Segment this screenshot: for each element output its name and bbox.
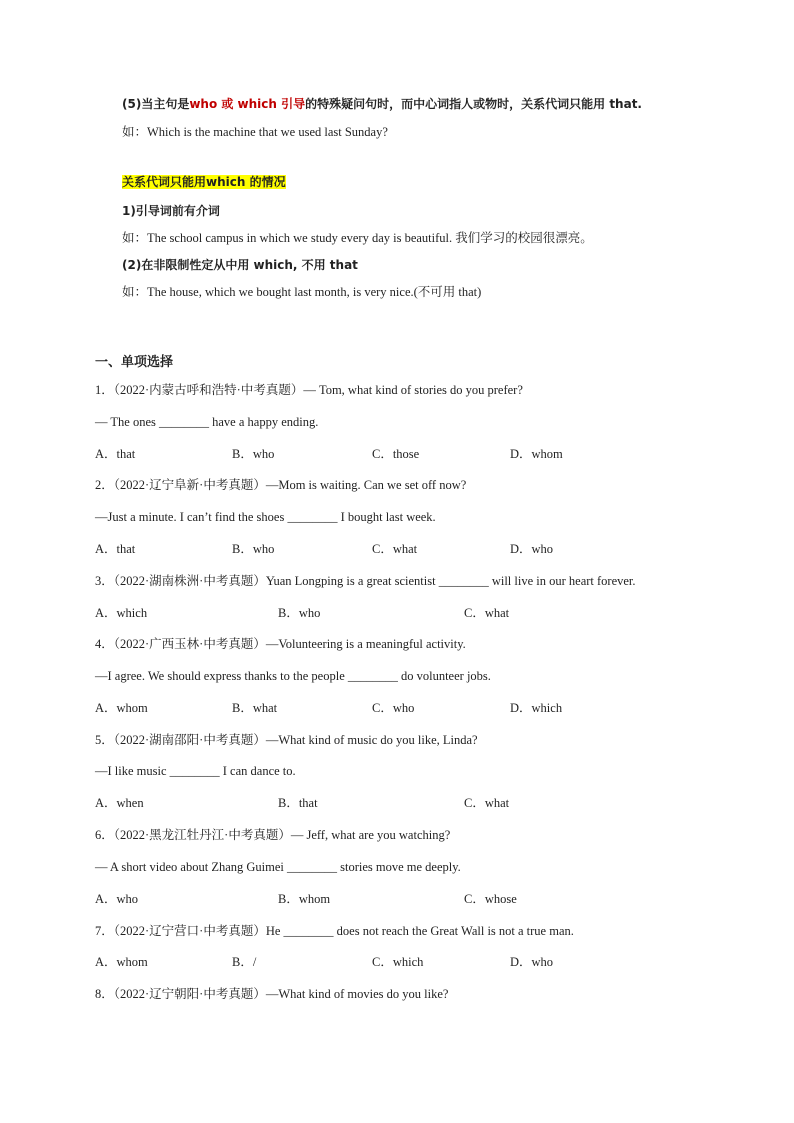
question-6-option-b[interactable]: B．whom <box>278 892 331 906</box>
question-2-option-c[interactable]: C．what <box>372 542 418 556</box>
question-7-option-d[interactable]: D．who <box>510 955 554 969</box>
question-7-option-a[interactable]: A．whom <box>95 955 148 969</box>
question-1-option-c[interactable]: C．those <box>372 447 420 461</box>
question-5-option-c[interactable]: C．what <box>464 796 510 810</box>
rule5-text-b: 的特殊疑问句时，而中心词指人或物时，关系代词只能用 that. <box>305 97 642 111</box>
rule2-title: (2)在非限制性定从中用 which, 不用 that <box>122 258 358 272</box>
question-8-stem: 8．（2022·辽宁朝阳·中考真题）—What kind of movies do you like? <box>95 987 449 1001</box>
rule5-red-text: who 或 which 引导 <box>189 97 306 111</box>
rule2-example: 如：The house, which we bought last month, is very nice.(不可用 that) <box>122 285 482 299</box>
rule1-title: 1)引导词前有介词 <box>122 204 220 218</box>
question-1-option-a[interactable]: A．that <box>95 447 136 461</box>
question-5-option-a[interactable]: A．when <box>95 796 144 810</box>
question-2-stem: 2．（2022·辽宁阜新·中考真题）—Mom is waiting. Can we set off now? <box>95 478 467 492</box>
question-1-option-b[interactable]: B．who <box>232 447 275 461</box>
question-7-option-c[interactable]: C．which <box>372 955 424 969</box>
which-only-heading-text: 关系代词只能用which 的情况 <box>122 175 286 189</box>
question-5-line-2: —I like music ________ I can dance to. <box>95 764 296 778</box>
question-2-line-2: —Just a minute. I can’t find the shoes ________ I bought last week. <box>95 510 436 524</box>
question-4-stem: 4．（2022·广西玉林·中考真题）—Volunteering is a meaningful activity. <box>95 637 466 651</box>
question-3-option-c[interactable]: C．what <box>464 606 510 620</box>
question-4-option-b[interactable]: B．what <box>232 701 278 715</box>
question-1-stem: 1．（2022·内蒙古呼和浩特·中考真题）— Tom, what kind of stories do you prefer? <box>95 383 523 397</box>
question-5-option-b[interactable]: B．that <box>278 796 318 810</box>
which-only-heading <box>122 174 286 190</box>
question-7-option-b[interactable]: B．/ <box>232 955 257 969</box>
question-6-stem: 6．（2022·黑龙江牡丹江·中考真题）— Jeff, what are you watching? <box>95 828 451 842</box>
question-2-option-d[interactable]: D．who <box>510 542 554 556</box>
question-2-option-a[interactable]: A．that <box>95 542 136 556</box>
question-3-option-b[interactable]: B．who <box>278 606 321 620</box>
rule1-example: 如：The school campus in which we study every day is beautiful. 我们学习的校园很漂亮。 <box>122 231 593 245</box>
question-7-stem: 7．（2022·辽宁营口·中考真题）He ________ does not reach the Great Wall is not a true man. <box>95 924 574 938</box>
question-4-option-c[interactable]: C．who <box>372 701 415 715</box>
rule5-text-a: (5)当主句是 <box>122 97 190 111</box>
question-4-option-a[interactable]: A．whom <box>95 701 148 715</box>
section-title: 一、单项选择 <box>95 355 174 370</box>
question-3-stem: 3．（2022·湖南株洲·中考真题）Yuan Longping is a great scientist ________ will live in our heart forever. <box>95 574 636 588</box>
question-6-option-a[interactable]: A．who <box>95 892 139 906</box>
rule5-example: 如：Which is the machine that we used last Sunday? <box>122 125 388 139</box>
question-6-line-2: — A short video about Zhang Guimei ________ stories move me deeply. <box>95 860 461 874</box>
question-1-line-2: — The ones ________ have a happy ending. <box>95 415 319 429</box>
question-4-option-d[interactable]: D．which <box>510 701 563 715</box>
question-3-option-a[interactable]: A．which <box>95 606 148 620</box>
question-4-line-2: —I agree. We should express thanks to the people ________ do volunteer jobs. <box>95 669 491 683</box>
question-6-option-c[interactable]: C．whose <box>464 892 517 906</box>
question-1-option-d[interactable]: D．whom <box>510 447 563 461</box>
question-5-stem: 5．（2022·湖南邵阳·中考真题）—What kind of music do you like, Linda? <box>95 733 478 747</box>
rule5-statement <box>122 96 642 112</box>
question-2-option-b[interactable]: B．who <box>232 542 275 556</box>
